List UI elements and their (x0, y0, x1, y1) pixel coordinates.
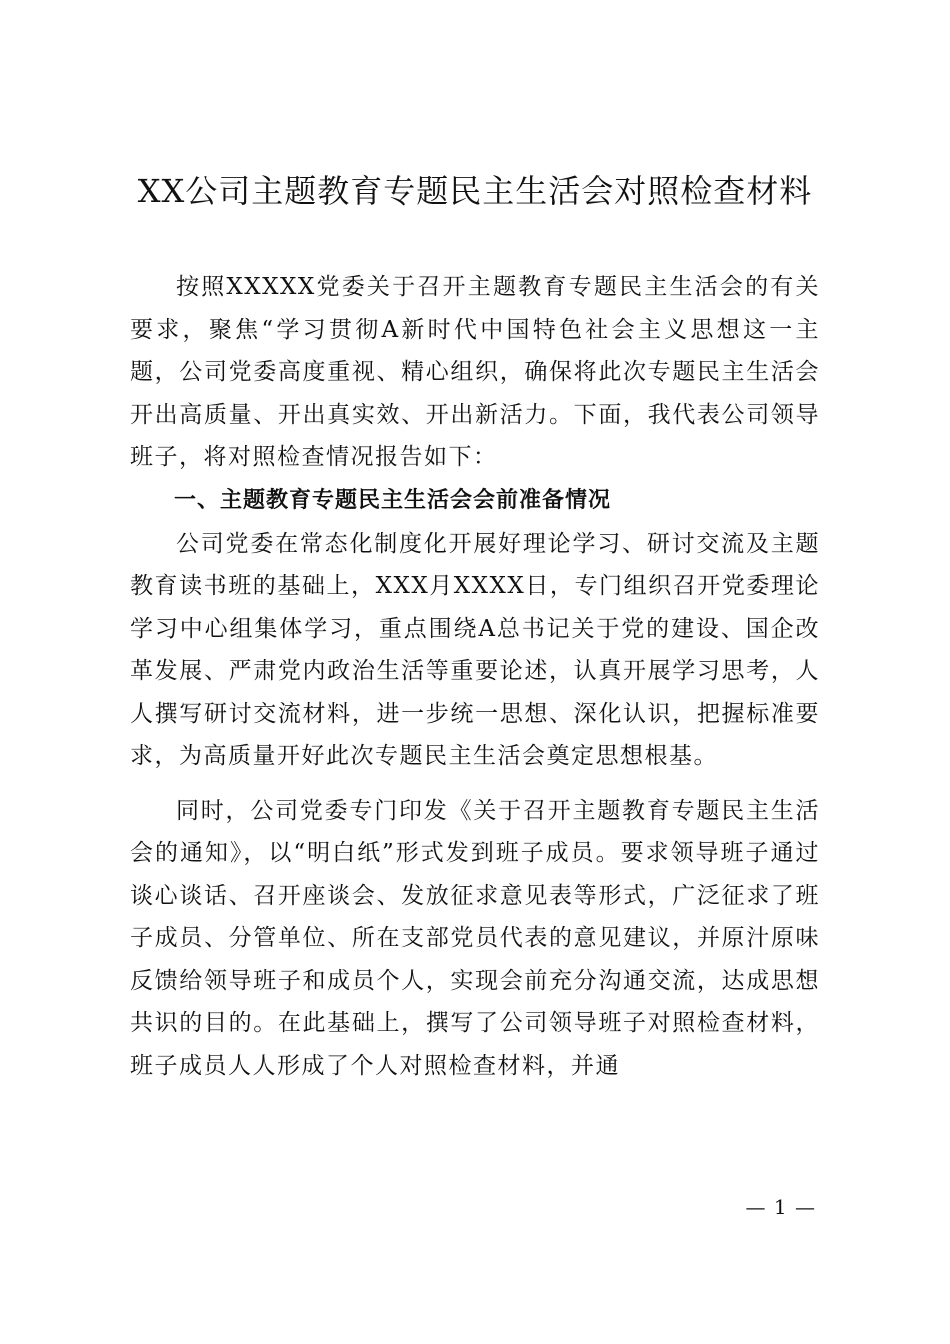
section-heading-1: 一、主题教育专题民主生活会会前准备情况 (174, 487, 612, 513)
document-title: XX公司主题教育专题民主生活会对照检查材料 (137, 172, 813, 210)
paragraph-gap (130, 778, 820, 790)
page-number: — 1 — (745, 1195, 816, 1219)
document-body (130, 266, 820, 1087)
section1-paragraph-1: 公司党委在常态化制度化开展好理论学习、研讨交流及主题教育读书班的基础上，XXX月XXXX日，专门组织召开党委理论学习中心组集体学习，重点围绕A总书记关于党的建设、国企改革发展、严肃党内政治生活等重要论述，认真开展学习思考，人人撰写研讨交流材料，进一步统一思想、深化认识，把握标准要求，为高质量开好此次专题民主生活会奠定思想根基。 (130, 530, 820, 769)
section1-paragraph-2: 同时，公司党委专门印发《关于召开主题教育专题民主生活会的通知》，以“明白纸”形式发到班子成员。要求领导班子通过谈心谈话、召开座谈会、发放征求意见表等形式，广泛征求了班子成员、分管单位、所在支部党员代表的意见建议，并原汁原味反馈给领导班子和成员个人，实现会前充分沟通交流，达成思想共识的目的。在此基础上，撰写了公司领导班子对照检查材料，班子成员人人形成了个人对照检查材料，并通 (130, 797, 820, 1079)
intro-paragraph: 按照XXXXX党委关于召开主题教育专题民主生活会的有关要求，聚焦“学习贯彻A新时代中国特色社会主义思想这一主题，公司党委高度重视、精心组织，确保将此次专题民主生活会开出高质量、开出真实效、开出新活力。下面，我代表公司领导班子，将对照检查情况报告如下： (130, 274, 820, 470)
